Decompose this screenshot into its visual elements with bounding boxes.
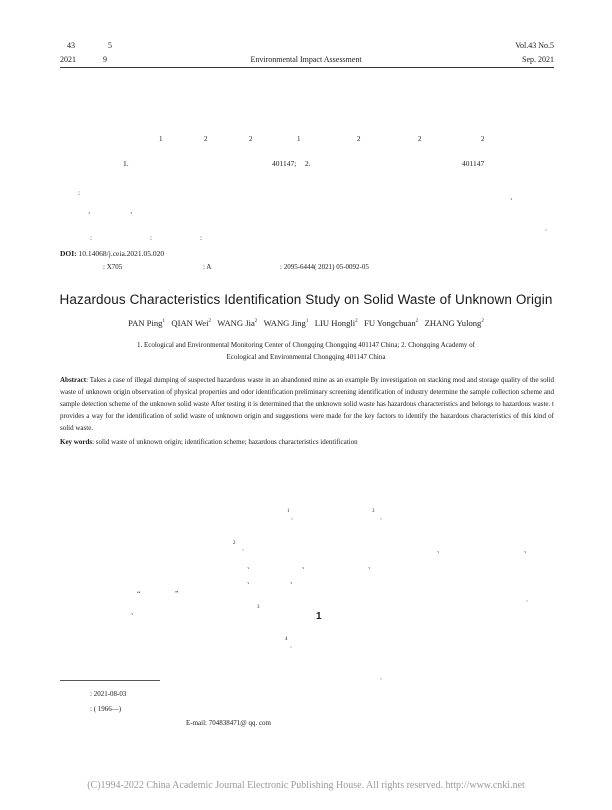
keywords-en [60, 438, 358, 446]
author-name: LIU Hongli [314, 318, 356, 328]
cn-author-sup: 2 [357, 135, 361, 143]
author-name: PAN Ping [128, 318, 163, 328]
abstract-en [60, 374, 554, 434]
body-comma: 、 [247, 577, 254, 585]
footnote-received: : 2021-08-03 [90, 690, 127, 698]
header-volume-cn: 43 [67, 41, 75, 50]
cn-author-sup: 2 [418, 135, 422, 143]
cn-affil-postcode-2: 401147 [462, 159, 485, 168]
citation-ref: 2 [233, 541, 236, 546]
citation-ref: 3 [372, 509, 375, 514]
author-name: QIAN Wei [171, 318, 209, 328]
keywords-label: Key words [60, 438, 93, 446]
header-volume-en: Vol.43 No.5 [515, 41, 554, 50]
cn-keyword-colon: : [90, 234, 92, 242]
author-name: FU Yongchuan [364, 318, 416, 328]
footnote-email: E-mail: 704838471@ qq. com [186, 719, 271, 727]
cn-abstract-mark: 。 [545, 227, 551, 232]
affiliation-line-2: Ecological and Environmental Chongqing 401147 China [226, 353, 386, 361]
article-number: : 2095-6444( 2021) 05-0092-05 [280, 263, 369, 271]
abstract-text: : Takes a case of illegal dumping of suspected hazardous waste in an abandoned mine as an example By investigation on stacking mod and storage quality of the solid waste of unknown origin observation of physical properties and odor identification preliminary screening identification of industry determine the sample collection scheme and sample detection scheme of the unknown solid waste After testing it is determined that the unknown solid waste has hazardous characteristics and belongs to hazardous waste. t provides a way for the identification of solid waste of unknown origin and suggestions were made for the key factors to identify the hazardous characteristics of this kind of solid waste. [60, 376, 554, 432]
doi-label: DOI: [60, 249, 77, 258]
clc-number: : X705 [103, 263, 123, 271]
cn-author-sup: 2 [249, 135, 253, 143]
body-comma: 、 [524, 546, 531, 554]
citation-ref: 3 [257, 605, 260, 610]
cn-author-sup: 1 [297, 135, 301, 143]
copyright-line: (C)1994-2022 China Academic Journal Electronic Publishing House. All rights reserved. http://www.cnki.net [87, 780, 525, 791]
body-comma: 、 [437, 546, 444, 554]
cn-author-sup: 2 [204, 135, 208, 143]
header-date-en: Sep. 2021 [522, 55, 554, 64]
body-quote-close: ” [175, 589, 179, 598]
cn-affil-num-2: 2. [305, 159, 311, 168]
paper-title-en: Hazardous Characteristics Identification Study on Solid Waste of Unknown Origin [59, 292, 553, 307]
header-rule [60, 67, 554, 68]
body-period: 。 [380, 676, 386, 681]
footnote-bio: : ( 1966—) [90, 705, 122, 713]
cn-abstract-mark: 、 [130, 207, 137, 215]
cn-affil-postcode-1: 401147; [272, 159, 297, 168]
cn-affil-num-1: 1. [123, 159, 129, 168]
cn-keyword-colon: : [200, 234, 202, 242]
cn-abstract-mark: 、 [510, 193, 517, 201]
footnote-rule [60, 680, 160, 681]
doi-line [60, 249, 164, 258]
doi-value: 10.14068/j.ceia.2021.05.020 [78, 249, 165, 258]
author-name: ZHANG Yulong [424, 318, 482, 328]
body-period: 。 [380, 516, 386, 521]
body-quote-open: “ [137, 589, 141, 598]
author-sup: 1 [305, 319, 309, 325]
author-sup: 2 [481, 319, 484, 325]
body-period: 。 [291, 516, 297, 521]
author-sup: 2 [355, 319, 358, 325]
header-year-cn: 2021 [60, 55, 76, 64]
header-issue-cn: 5 [108, 41, 112, 50]
header-journal-title: Environmental Impact Assessment [250, 55, 362, 64]
author-list [0, 318, 612, 328]
cn-keyword-colon: : [150, 234, 152, 242]
affiliation-line-1: 1. Ecological and Environmental Monitoring Center of Chongqing Chongqing 401147 China; 2. Chongqing Academy of [136, 341, 476, 349]
header-month-cn: 9 [103, 55, 107, 64]
cn-author-sup: 1 [159, 135, 163, 143]
citation-ref: 4 [285, 637, 288, 642]
body-period: 。 [526, 598, 532, 603]
body-period: 。 [290, 644, 296, 649]
body-period: 。 [242, 547, 248, 552]
section-number: 1 [316, 611, 322, 622]
cn-author-sup: 2 [481, 135, 485, 143]
cn-abstract-colon: : [78, 189, 80, 197]
cn-abstract-mark: 、 [88, 207, 95, 215]
author-name: WANG Jing [263, 318, 306, 328]
abstract-label: Abstract [60, 376, 87, 384]
citation-ref: 1 [287, 509, 290, 514]
body-comma: 、 [302, 562, 309, 570]
author-sup: 2 [208, 319, 211, 325]
body-comma: 、 [368, 562, 375, 570]
body-comma: 、 [290, 577, 297, 585]
author-name: WANG Jia [217, 318, 255, 328]
author-sup: 2 [254, 319, 258, 325]
document-code: : A [203, 263, 212, 271]
body-comma: 、 [131, 608, 138, 616]
keywords-text: : solid waste of unknown origin; identification scheme; hazardous characteristics identification [92, 438, 358, 446]
author-sup: 2 [415, 319, 419, 325]
body-comma: 、 [247, 562, 254, 570]
author-sup: 1 [162, 319, 165, 325]
